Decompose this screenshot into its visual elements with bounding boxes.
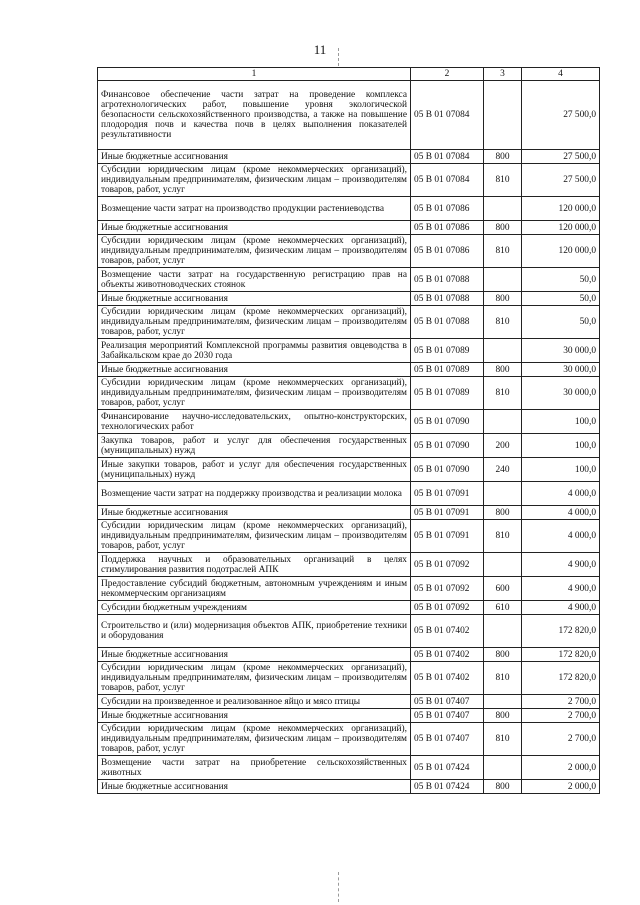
- table-row: [98, 164, 600, 197]
- cell-amount: 2 700,0: [522, 709, 600, 723]
- cell-amount: 4 900,0: [522, 553, 600, 577]
- cell-name: Иные бюджетные ассигнования: [98, 221, 411, 235]
- table-row: [98, 268, 600, 292]
- table-row: [98, 780, 600, 794]
- table-row: [98, 306, 600, 339]
- table-row: [98, 615, 600, 648]
- cell-type: [484, 197, 522, 221]
- cell-code: 05 В 01 07090: [411, 410, 484, 434]
- cell-type: 800: [484, 221, 522, 235]
- cell-name: Поддержка научных и образовательных организаций в целях стимулирования развития подотраслей АПК: [98, 553, 411, 577]
- cell-name: Субсидии на произведенное и реализованное яйцо и мясо птицы: [98, 695, 411, 709]
- cell-amount: 50,0: [522, 292, 600, 306]
- cell-name: Субсидии юридическим лицам (кроме некоммерческих организаций), индивидуальным предпринимателям, физическим лицам – производителям товаров, работ, услуг: [98, 164, 411, 197]
- table-row: [98, 553, 600, 577]
- cell-code: 05 В 01 07091: [411, 506, 484, 520]
- cell-name: Иные бюджетные ассигнования: [98, 150, 411, 164]
- cell-code: 05 В 01 07092: [411, 601, 484, 615]
- cell-type: 800: [484, 709, 522, 723]
- page-number: 11: [313, 42, 327, 57]
- cell-name: Субсидии юридическим лицам (кроме некоммерческих организаций), индивидуальным предпринимателям, физическим лицам – производителям товаров, работ, услуг: [98, 662, 411, 695]
- table-row: [98, 458, 600, 482]
- cell-code: 05 В 01 07088: [411, 292, 484, 306]
- cell-type: [484, 339, 522, 363]
- cell-type: [484, 695, 522, 709]
- cell-type: 240: [484, 458, 522, 482]
- cell-amount: 27 500,0: [522, 150, 600, 164]
- cell-code: 05 В 01 07090: [411, 434, 484, 458]
- cell-amount: 30 000,0: [522, 377, 600, 410]
- table-row: [98, 339, 600, 363]
- cell-name: Реализация мероприятий Комплексной программы развития овцеводства в Забайкальском крае до 2030 года: [98, 339, 411, 363]
- table-row: [98, 377, 600, 410]
- cell-name: Субсидии юридическим лицам (кроме некоммерческих организаций), индивидуальным предпринимателям, физическим лицам – производителям товаров, работ, услуг: [98, 306, 411, 339]
- cell-type: [484, 615, 522, 648]
- cell-name: Финансовое обеспечение части затрат на проведение комплекса агротехнологических работ, повышение уровня экологической безопасности сельскохозяйственного производства, а также на повышение плодородия почв и качества почв в целях выполнения показателей результативности: [98, 81, 411, 150]
- cell-name: Субсидии бюджетным учреждениям: [98, 601, 411, 615]
- cell-name: Иные бюджетные ассигнования: [98, 780, 411, 794]
- table-row: [98, 695, 600, 709]
- cell-name: Возмещение части затрат на государственную регистрацию прав на объекты животноводческих стоянок: [98, 268, 411, 292]
- column-header-code: 2: [411, 68, 484, 81]
- cell-type: 810: [484, 520, 522, 553]
- fold-line-top: [338, 48, 339, 66]
- cell-code: 05 В 01 07424: [411, 756, 484, 780]
- cell-amount: 120 000,0: [522, 197, 600, 221]
- cell-code: 05 В 01 07092: [411, 553, 484, 577]
- budget-table: [97, 67, 600, 794]
- cell-amount: 4 000,0: [522, 482, 600, 506]
- cell-name: Возмещение части затрат на приобретение сельскохозяйственных животных: [98, 756, 411, 780]
- cell-type: [484, 81, 522, 150]
- cell-type: [484, 268, 522, 292]
- table-row: [98, 756, 600, 780]
- cell-amount: 50,0: [522, 268, 600, 292]
- cell-name: Субсидии юридическим лицам (кроме некоммерческих организаций), индивидуальным предпринимателям, физическим лицам – производителям товаров, работ, услуг: [98, 723, 411, 756]
- cell-type: [484, 410, 522, 434]
- fold-line-bottom: [338, 872, 339, 902]
- cell-amount: 27 500,0: [522, 81, 600, 150]
- cell-type: 800: [484, 292, 522, 306]
- table-row: [98, 648, 600, 662]
- cell-code: 05 В 01 07084: [411, 150, 484, 164]
- column-header-type: 3: [484, 68, 522, 81]
- cell-amount: 2 000,0: [522, 780, 600, 794]
- cell-amount: 100,0: [522, 410, 600, 434]
- table-row: [98, 363, 600, 377]
- cell-type: 810: [484, 377, 522, 410]
- cell-type: 600: [484, 577, 522, 601]
- cell-name: Субсидии юридическим лицам (кроме некоммерческих организаций), индивидуальным предпринимателям, физическим лицам – производителям товаров, работ, услуг: [98, 235, 411, 268]
- cell-type: 800: [484, 780, 522, 794]
- cell-type: [484, 482, 522, 506]
- cell-type: 610: [484, 601, 522, 615]
- cell-type: [484, 756, 522, 780]
- table-row: [98, 410, 600, 434]
- cell-code: 05 В 01 07407: [411, 695, 484, 709]
- table-row: [98, 601, 600, 615]
- cell-amount: 27 500,0: [522, 164, 600, 197]
- cell-code: 05 В 01 07092: [411, 577, 484, 601]
- cell-code: 05 В 01 07402: [411, 648, 484, 662]
- cell-amount: 2 700,0: [522, 723, 600, 756]
- table-row: [98, 235, 600, 268]
- table-row: [98, 197, 600, 221]
- cell-amount: 4 000,0: [522, 506, 600, 520]
- cell-name: Иные бюджетные ассигнования: [98, 709, 411, 723]
- cell-name: Строительство и (или) модернизация объектов АПК, приобретение техники и оборудования: [98, 615, 411, 648]
- cell-code: 05 В 01 07407: [411, 709, 484, 723]
- cell-amount: 100,0: [522, 458, 600, 482]
- cell-type: [484, 553, 522, 577]
- cell-amount: 30 000,0: [522, 363, 600, 377]
- cell-amount: 100,0: [522, 434, 600, 458]
- table-row: [98, 434, 600, 458]
- cell-amount: 4 900,0: [522, 577, 600, 601]
- table-row: [98, 221, 600, 235]
- cell-amount: 50,0: [522, 306, 600, 339]
- cell-amount: 172 820,0: [522, 615, 600, 648]
- cell-code: 05 В 01 07089: [411, 377, 484, 410]
- table-row: [98, 292, 600, 306]
- table-row: [98, 520, 600, 553]
- cell-type: 200: [484, 434, 522, 458]
- cell-code: 05 В 01 07088: [411, 268, 484, 292]
- cell-amount: 4 900,0: [522, 601, 600, 615]
- cell-type: 810: [484, 164, 522, 197]
- cell-amount: 172 820,0: [522, 662, 600, 695]
- cell-code: 05 В 01 07084: [411, 164, 484, 197]
- cell-code: 05 В 01 07091: [411, 482, 484, 506]
- cell-name: Возмещение части затрат на поддержку производства и реализации молока: [98, 482, 411, 506]
- cell-type: 810: [484, 235, 522, 268]
- cell-type: 800: [484, 363, 522, 377]
- cell-name: Иные бюджетные ассигнования: [98, 292, 411, 306]
- cell-amount: 120 000,0: [522, 235, 600, 268]
- cell-code: 05 В 01 07086: [411, 197, 484, 221]
- table-row: [98, 482, 600, 506]
- cell-code: 05 В 01 07407: [411, 723, 484, 756]
- cell-name: Возмещение части затрат на производство продукции растениеводства: [98, 197, 411, 221]
- cell-amount: 172 820,0: [522, 648, 600, 662]
- table-row: [98, 577, 600, 601]
- cell-name: Субсидии юридическим лицам (кроме некоммерческих организаций), индивидуальным предпринимателям, физическим лицам – производителям товаров, работ, услуг: [98, 520, 411, 553]
- cell-code: 05 В 01 07089: [411, 339, 484, 363]
- table-row: [98, 662, 600, 695]
- column-header-name: 1: [98, 68, 411, 81]
- table-row: [98, 506, 600, 520]
- cell-name: Закупка товаров, работ и услуг для обеспечения государственных (муниципальных) нужд: [98, 434, 411, 458]
- cell-type: 810: [484, 723, 522, 756]
- cell-code: 05 В 01 07402: [411, 662, 484, 695]
- table-header-row: [98, 68, 600, 81]
- cell-name: Финансирование научно-исследовательских, опытно-конструкторских, технологических работ: [98, 410, 411, 434]
- cell-name: Иные закупки товаров, работ и услуг для обеспечения государственных (муниципальных) нужд: [98, 458, 411, 482]
- cell-code: 05 В 01 07086: [411, 221, 484, 235]
- table-row: [98, 723, 600, 756]
- cell-code: 05 В 01 07084: [411, 81, 484, 150]
- table-row: [98, 81, 600, 150]
- cell-amount: 2 700,0: [522, 695, 600, 709]
- cell-type: 800: [484, 506, 522, 520]
- cell-name: Субсидии юридическим лицам (кроме некоммерческих организаций), индивидуальным предпринимателям, физическим лицам – производителям товаров, работ, услуг: [98, 377, 411, 410]
- cell-name: Предоставление субсидий бюджетным, автономным учреждениям и иным некоммерческим организациям: [98, 577, 411, 601]
- cell-amount: 30 000,0: [522, 339, 600, 363]
- cell-amount: 2 000,0: [522, 756, 600, 780]
- cell-name: Иные бюджетные ассигнования: [98, 506, 411, 520]
- cell-code: 05 В 01 07088: [411, 306, 484, 339]
- cell-type: 810: [484, 306, 522, 339]
- cell-code: 05 В 01 07091: [411, 520, 484, 553]
- cell-type: 800: [484, 150, 522, 164]
- cell-code: 05 В 01 07089: [411, 363, 484, 377]
- cell-amount: 4 000,0: [522, 520, 600, 553]
- cell-code: 05 В 01 07086: [411, 235, 484, 268]
- cell-code: 05 В 01 07090: [411, 458, 484, 482]
- cell-type: 800: [484, 648, 522, 662]
- column-header-amount: 4: [522, 68, 600, 81]
- cell-code: 05 В 01 07402: [411, 615, 484, 648]
- cell-name: Иные бюджетные ассигнования: [98, 363, 411, 377]
- cell-type: 810: [484, 662, 522, 695]
- cell-amount: 120 000,0: [522, 221, 600, 235]
- table-row: [98, 150, 600, 164]
- table-row: [98, 709, 600, 723]
- cell-code: 05 В 01 07424: [411, 780, 484, 794]
- cell-name: Иные бюджетные ассигнования: [98, 648, 411, 662]
